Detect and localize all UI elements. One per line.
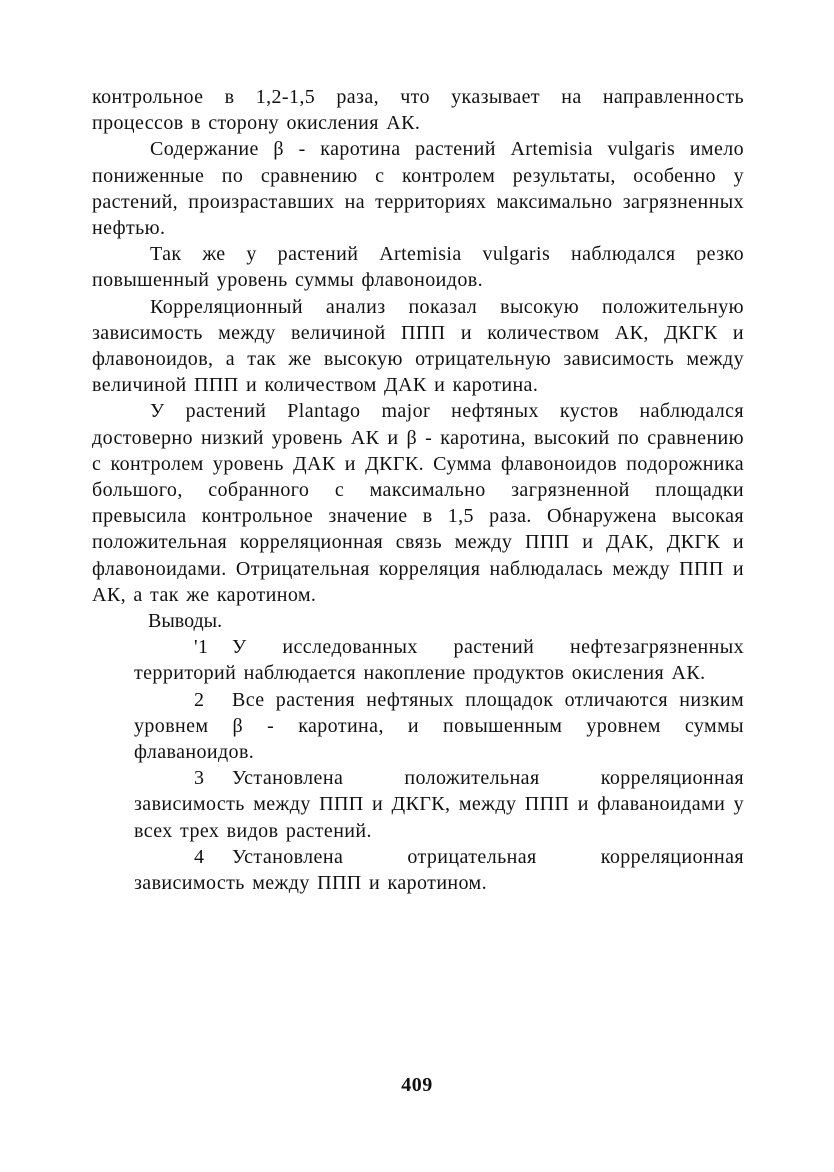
conclusion-text: У исследованных растений нефтезагрязненных территорий наблюдается накопление продуктов окисления АК. [134, 636, 744, 685]
page-body [92, 84, 744, 896]
conclusions-heading: Выводы. [148, 610, 223, 633]
conclusion-item-4 [134, 844, 744, 896]
page-number: 409 [401, 1074, 433, 1096]
conclusion-item-1 [134, 634, 744, 686]
paragraph-flavonoids-artemisia: Так же у растений Artemisia vulgaris наблюдался резко повышенный уровень суммы флавоноидов. [92, 243, 744, 292]
paragraph-carotene-artemisia: Содержание β - каротина растений Artemisia vulgaris имело пониженные по сравнению с контролем результаты, особенно у растений, произраставших на территориях максимально загрязненных нефтью. [92, 138, 744, 240]
conclusion-number: 3 [194, 767, 205, 790]
conclusion-item-2 [134, 687, 744, 766]
conclusion-item-3 [134, 765, 744, 844]
paragraph-continuation: контрольное в 1,2-1,5 раза, что указывает на направленность процессов в сторону окисления АК. [92, 86, 744, 135]
conclusion-text: Все растения нефтяных площадок отличаются низким уровнем β - каротина, и повышенным уровнем суммы флаваноидов. [134, 688, 744, 764]
conclusion-text: Установлена положительная корреляционная зависимость между ППП и ДКГК, между ППП и флаваноидами у всех трех видов растений. [134, 767, 744, 842]
conclusion-text: Установлена отрицательная корреляционная зависимость между ППП и каротином. [134, 845, 744, 895]
conclusions-list [134, 634, 744, 896]
conclusion-number: 4 [194, 845, 205, 868]
paragraph-correlation-analysis: Корреляционный анализ показал высокую положительную зависимость между величиной ППП и количеством АК, ДКГК и флавоноидов, а так же высокую отрицательную зависимость между величиной ППП и количеством ДАК и каротина. [92, 295, 744, 397]
conclusion-number: '1 [194, 636, 209, 659]
conclusion-number: 2 [194, 688, 205, 711]
paragraph-plantago-major: У растений Plantago major нефтяных кустов наблюдался достоверно низкий уровень АК и β - каротина, высокий по сравнению с контролем уровень ДАК и ДКГК. Сумма флавоноидов подорожника большого, собранного с максимально загрязненной площадки превысила контрольное значение в 1,5 раза. Обнаружена высокая положительная корреляционная связь между ППП и ДАК, ДКГК и флавоноидами. Отрицательная корреляция наблюдалась между ППП и АК, а так же каротином. [92, 400, 744, 606]
